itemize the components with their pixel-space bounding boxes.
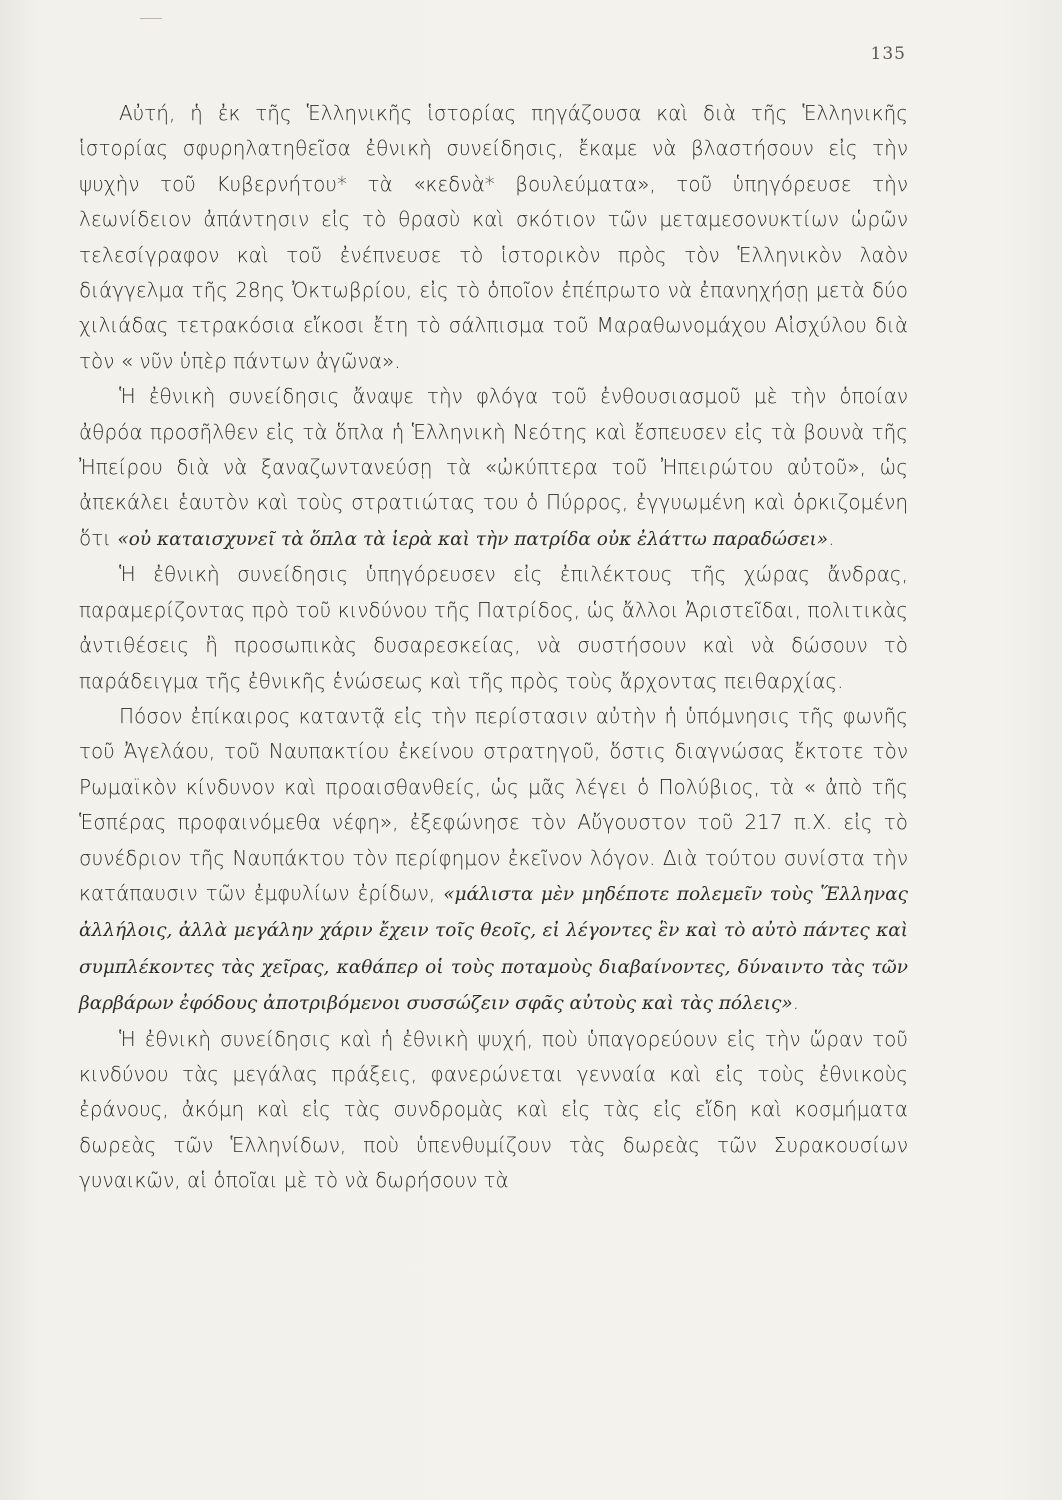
paragraph-1-text: Αὐτή, ἡ ἐκ τῆς Ἑλληνικῆς ἱστορίας πηγάζουσα καὶ διὰ τῆς Ἑλληνικῆς ἱστορίας σφυρηλατηθεῖσα ἐθνικὴ συνείδησις, ἔκαμε νὰ βλαστήσουν εἰς τὴν ψυχὴν τοῦ Κυβερνήτου* τὰ «κεδνὰ* βουλεύματα», τοῦ ὑπηγόρευσε τὴν λεωνίδειον ἀπάντησιν εἰς τὸ θρασὺ καὶ σκότιον τῶν μεταμεσονυκτίων ὡρῶν τελεσίγραφον καὶ τοῦ ἐνέπνευσε τὸ ἱστορικὸν πρὸς τὸν Ἑλληνικὸν λαὸν διάγγελμα τῆς 28ης Ὀκτωβρίου, εἰς τὸ ὁποῖον ἐπέπρωτο νὰ ἐπανηχήσῃ μετὰ δύο χιλιάδας τετρακόσια εἴκοσι ἔτη τὸ σάλπισμα τοῦ Μαραθωνομάχου Αἰσχύλου διὰ τὸν « νῦν ὑπὲρ πάντων ἀγῶνα». <box>79 101 908 373</box>
paragraph-2-quote: «οὐ καταισχυνεῖ τὰ ὅπλα τὰ ἱερὰ καὶ τὴν πατρίδα οὐκ ἐλάττω παραδώσει» <box>117 528 829 550</box>
paragraph-2 <box>79 379 908 557</box>
paragraph-4-end: . <box>792 990 800 1015</box>
paragraph-4 <box>79 699 908 1022</box>
paragraph-1 <box>79 96 908 379</box>
paragraph-3 <box>79 557 908 699</box>
page-number: 135 <box>870 44 906 64</box>
body-text <box>79 96 908 1199</box>
paragraph-2-end: . <box>828 525 835 550</box>
paragraph-5 <box>79 1022 908 1199</box>
paragraph-4-text: Πόσον ἐπίκαιρος καταντᾷ εἰς τὴν περίστασιν αὐτὴν ἡ ὑπόμνησις τῆς φωνῆς τοῦ Ἀγελάου, τοῦ Ναυπακτίου ἐκείνου στρατηγοῦ, ὅστις διαγνώσας ἔκτοτε τὸν Ρωμαϊκὸν κίνδυνον καὶ προαισθανθείς, ὡς μᾶς λέγει ὁ Πολύβιος, τὰ « ἀπὸ τῆς Ἑσπέρας προφαινόμεθα νέφη», ἐξεφώνησε τὸν Αὔγουστον τοῦ 217 π.Χ. εἰς τὸ συνέδριον τῆς Ναυπάκτου τὸν περίφημον ἐκεῖνον λόγον. Διὰ τούτου συνίστα τὴν κατάπαυσιν τῶν ἐμφυλίων ἐρίδων, <box>79 703 908 905</box>
paragraph-2-text: Ἡ ἐθνικὴ συνείδησις ἄναψε τὴν φλόγα τοῦ ἐνθουσιασμοῦ μὲ τὴν ὁποίαν ἀθρόα προσῆλθεν εἰς τὰ ὅπλα ἡ Ἑλληνικὴ Νεότης καὶ ἔσπευσεν εἰς τὰ βουνὰ τῆς Ἠπείρου διὰ νὰ ξαναζωντανεύσῃ τὰ «ὠκύπτερα τοῦ Ἠπειρώτου αὐτοῦ», ὡς ἀπεκάλει ἑαυτὸν καὶ τοὺς στρατιώτας του ὁ Πύρρος, ἐγγυωμένη καὶ ὁρκιζομένη ὅτι <box>79 384 908 550</box>
paragraph-4-quote: «μάλιστα μὲν μηδέποτε πολεμεῖν τοὺς Ἕλληνας ἀλλήλοις, ἀλλὰ μεγάλην χάριν ἔχειν τοῖς θεοῖς, εἰ λέγοντες ἓν καὶ τὸ αὐτὸ πάντες καὶ συμπλέκοντες τὰς χεῖρας, καθάπερ οἱ τοὺς ποταμοὺς διαβαίνοντες, δύναιντο τὰς τῶν βαρβάρων ἐφόδους ἀποτριβόμενοι συσσώζειν σφᾶς αὐτοὺς καὶ τὰς πόλεις» <box>79 883 908 1015</box>
scan-mark <box>140 18 162 19</box>
paragraph-3-text: Ἡ ἐθνικὴ συνείδησις ὑπηγόρευσεν εἰς ἐπιλέκτους τῆς χώρας ἄνδρας, παραμερίζοντας πρὸ τοῦ κινδύνου τῆς Πατρίδος, ὡς ἄλλοι Ἀριστεῖδαι, πολιτικὰς ἀντιθέσεις ἢ προσωπικὰς δυσαρεσκείας, νὰ συστήσουν καὶ νὰ δώσουν τὸ παράδειγμα τῆς ἐθνικῆς ἑνώσεως καὶ τῆς πρὸς τοὺς ἄρχοντας πειθαρχίας. <box>79 562 908 693</box>
paragraph-5-text: Ἡ ἐθνικὴ συνείδησις καὶ ἡ ἐθνικὴ ψυχή, ποὺ ὑπαγορεύουν εἰς τὴν ὥραν τοῦ κινδύνου τὰς μεγάλας πράξεις, φανερώνεται γενναία καὶ εἰς τοὺς ἐθνικοὺς ἐράνους, ἀκόμη καὶ εἰς τὰς συνδρομὰς καὶ εἰς τὰς εἰς εἴδη καὶ κοσμήματα δωρεὰς τῶν Ἑλληνίδων, ποὺ ὑπενθυμίζουν τὰς δωρεὰς τῶν Συρακουσίων γυναικῶν, αἱ ὁποῖαι μὲ τὸ νὰ δωρήσουν τὰ <box>79 1026 908 1193</box>
